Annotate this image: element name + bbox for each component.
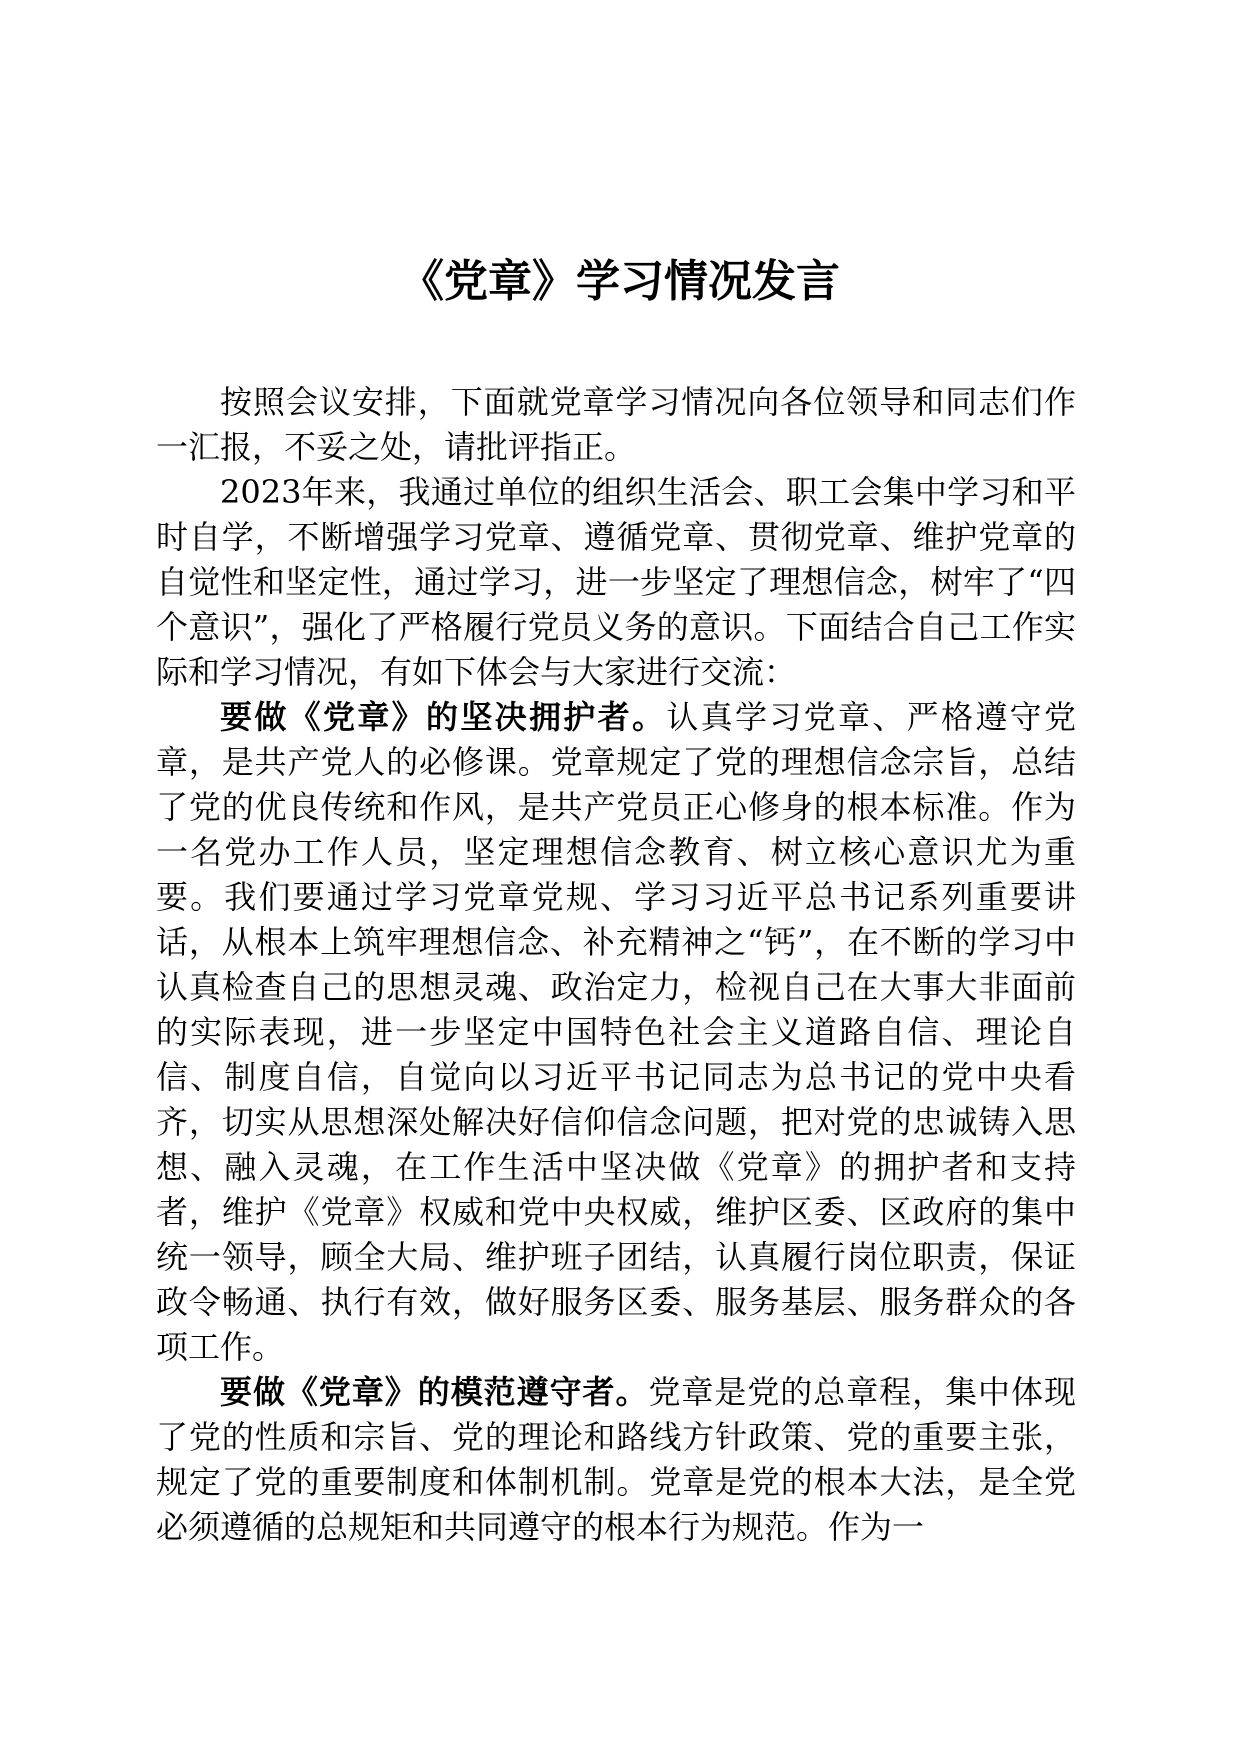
paragraph-firm-supporter-text: 认真学习党章、严格遵守党章，是共产党人的必修课。党章规定了党的理想信念宗旨，总结了党的优良传统和作风，是共产党员正心修身的根本标准。作为一名党办工作人员，坚定理想信念教育、树立核心意识尤为重要。我们要通过学习党章党规、学习习近平总书记系列重要讲话，从根本上筑牢理想信念、补充精神之“钙”，在不断的学习中认真检查自己的思想灵魂、政治定力，检视自己在大事大非面前的实际表现，进一步坚定中国特色社会主义道路自信、理论自信、制度自信，自觉向以习近平书记同志为总书记的党中央看齐，切实从思想深处解决好信仰信念问题，把对党的忠诚铸入思想、融入灵魂，在工作生活中坚决做《党章》的拥护者和支持者，维护《党章》权威和党中央权威，维护区委、区政府的集中统一领导，顾全大局、维护班子团结，认真履行岗位职责，保证政令畅通、执行有效，做好服务区委、服务基层、服务群众的各项工作。	[156, 698, 1076, 1366]
page-title: 《党章》学习情况发言	[400, 256, 840, 307]
paragraph-intro	[156, 380, 1076, 470]
paragraph-intro-text: 按照会议安排，下面就党章学习情况向各位领导和同志们作一汇报，不妥之处，请批评指正。	[156, 383, 1076, 466]
document-body	[156, 380, 1076, 1550]
paragraph-overview-text: 2023年来，我通过单位的组织生活会、职工会集中学习和平时自学，不断增强学习党章、遵循党章、贯彻党章、维护党章的自觉性和坚定性，通过学习，进一步坚定了理想信念，树牢了“四个意识”，强化了严格履行党员义务的意识。下面结合自己工作实际和学习情况，有如下体会与大家进行交流：	[156, 473, 1076, 691]
paragraph-firm-supporter-heading: 要做《党章》的坚决拥护者。	[220, 698, 667, 736]
paragraph-model-observer-text: 党章是党的总章程，集中体现了党的性质和宗旨、党的理论和路线方针政策、党的重要主张，规定了党的重要制度和体制机制。党章是党的根本大法，是全党必须遵循的总规矩和共同遵守的根本行为规范。作为一	[156, 1373, 1076, 1546]
paragraph-overview	[156, 470, 1076, 695]
paragraph-model-observer-heading: 要做《党章》的模范遵守者。	[220, 1373, 649, 1411]
paragraph-model-observer	[156, 1370, 1076, 1550]
paragraph-firm-supporter	[156, 695, 1076, 1370]
